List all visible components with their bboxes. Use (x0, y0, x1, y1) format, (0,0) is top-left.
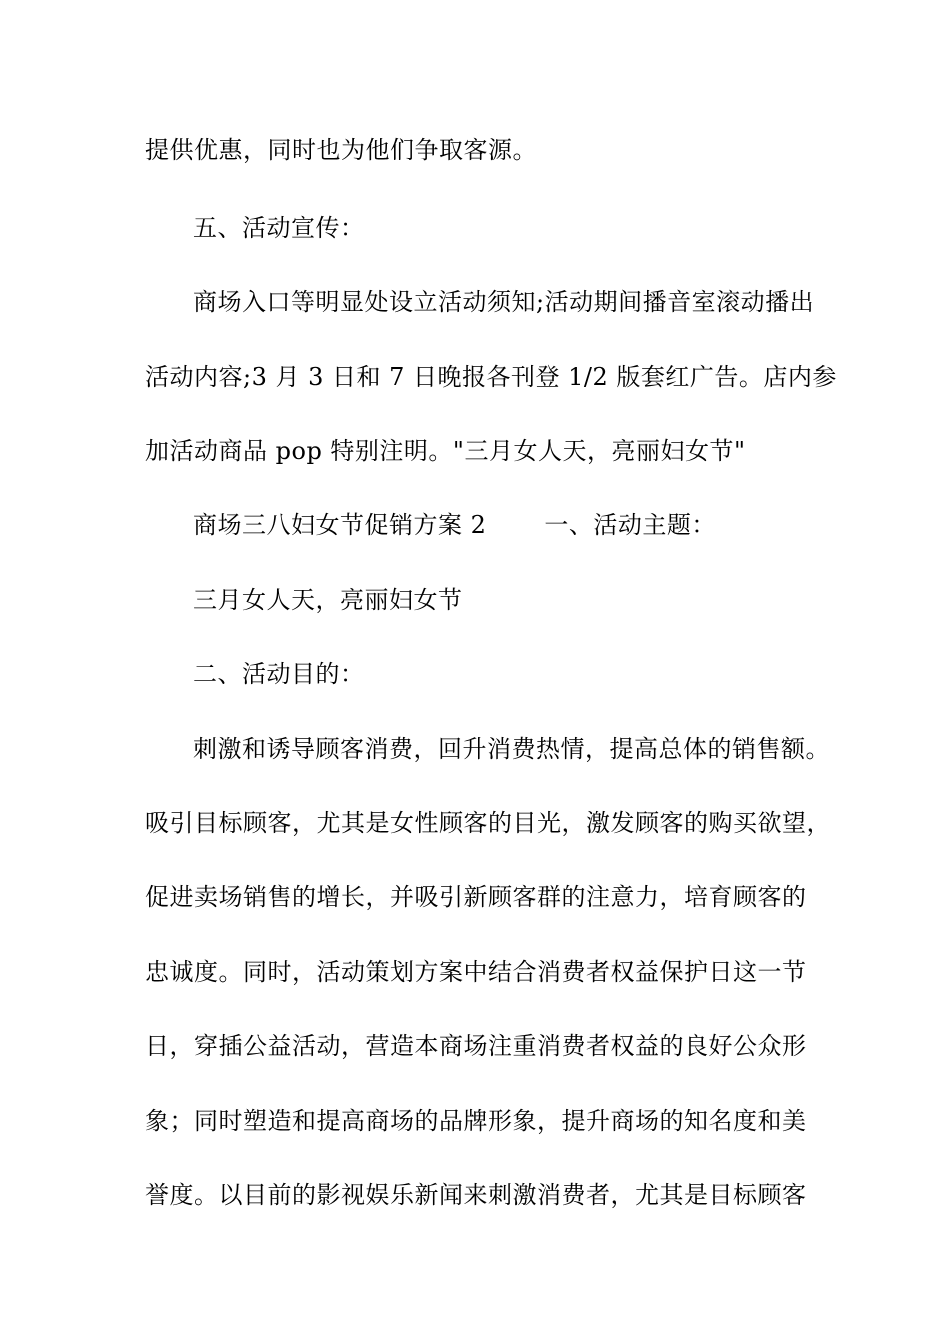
paragraph-line: 刺激和诱导顾客消费，回升消费热情，提高总体的销售额。 (193, 735, 830, 763)
paragraph-line: 日，穿插公益活动，营造本商场注重消费者权益的良好公众形 (145, 1032, 807, 1060)
plan-title: 商场三八妇女节促销方案 2 (193, 511, 487, 539)
paragraph-line: 商场入口等明显处设立活动须知;活动期间播音室滚动播出 (193, 288, 815, 316)
plan-title-line (193, 510, 716, 540)
section-heading-purpose: 二、活动目的： (193, 660, 365, 688)
section-heading-promotion: 五、活动宣传： (193, 214, 365, 242)
section-heading-theme: 一、活动主题： (544, 511, 716, 539)
paragraph-line: 加活动商品 pop 特别注明。"三月女人天，亮丽妇女节" (145, 437, 746, 465)
paragraph-line: 吸引目标顾客，尤其是女性顾客的目光，激发顾客的购买欲望， (145, 809, 831, 837)
paragraph-line: 活动内容;3 月 3 日和 7 日晚报各刊登 1/2 版套红广告。店内参 (145, 363, 837, 391)
paragraph-line: 提供优惠，同时也为他们争取客源。 (145, 136, 537, 164)
paragraph-line: 象；同时塑造和提高商场的品牌形象，提升商场的知名度和美 (145, 1107, 807, 1135)
paragraph-line: 忠诚度。同时，活动策划方案中结合消费者权益保护日这一节 (145, 958, 807, 986)
paragraph-line: 誉度。以目前的影视娱乐新闻来刺激消费者，尤其是目标顾客 (145, 1181, 807, 1209)
paragraph-line: 促进卖场销售的增长，并吸引新顾客群的注意力，培育顾客的 (145, 883, 807, 911)
theme-text: 三月女人天，亮丽妇女节 (193, 586, 463, 614)
